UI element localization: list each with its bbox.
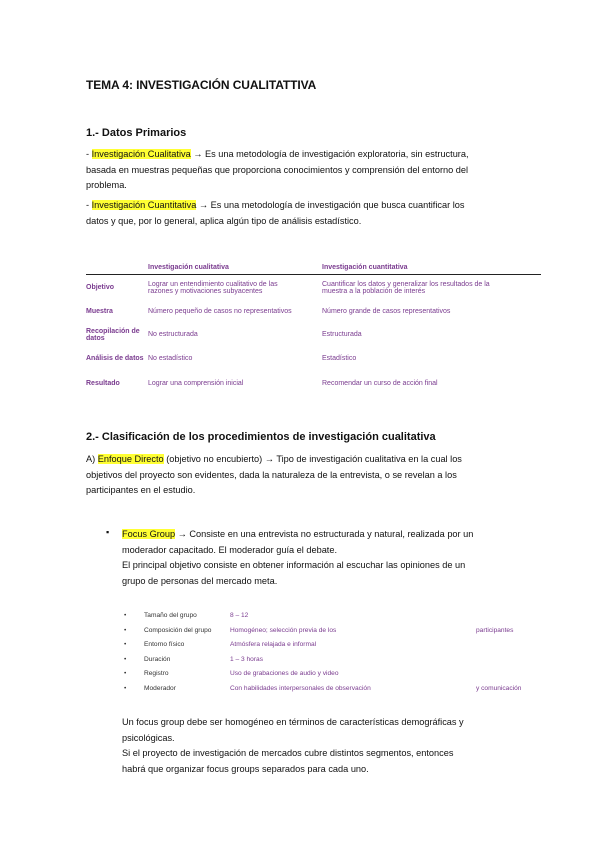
item-value: Con habilidades interpersonales de observación bbox=[230, 684, 371, 692]
table-header-row bbox=[86, 260, 541, 275]
bullet-icon: • bbox=[124, 655, 127, 663]
paragraph-line: habrá que organizar focus groups separados para cada uno. bbox=[122, 763, 369, 774]
row-label: Análisis de datos bbox=[86, 355, 144, 362]
cell-cualitativa: Lograr una comprensión inicial bbox=[148, 380, 244, 387]
list-item bbox=[124, 670, 544, 685]
cell-cuantitativa: Recomendar un curso de acción final bbox=[322, 380, 438, 387]
list-item bbox=[124, 627, 544, 642]
paragraph-line: Consiste en una entrevista no estructurada y natural, realizada por un bbox=[189, 529, 474, 539]
item-key: Registro bbox=[144, 670, 169, 677]
item-value: 1 – 3 horas bbox=[230, 655, 263, 663]
paragraph-line: (objetivo no encubierto) → Tipo de investigación cualitativa en la cual los bbox=[163, 454, 462, 464]
term-focus-group: Focus Group bbox=[122, 529, 176, 539]
table-header-cell bbox=[86, 260, 148, 275]
focus-group-characteristics-list bbox=[124, 612, 544, 699]
table-header-cell: Investigación cualitativa bbox=[148, 263, 229, 271]
comparison-table bbox=[86, 260, 541, 397]
definition-line: Es una metodología de investigación que busca cuantificar los bbox=[210, 200, 465, 210]
focus-group-closing-paragraph bbox=[122, 715, 522, 777]
paragraph-line: Si el proyecto de investigación de mercados cubre distintos segmentos, entonces bbox=[122, 748, 454, 758]
arrow-icon: → bbox=[175, 529, 190, 539]
item-value: Homogéneo; selección previa de los bbox=[230, 626, 337, 634]
definition-cualitativa bbox=[86, 147, 526, 194]
dash: - bbox=[86, 200, 92, 210]
item-key: Tamaño del grupo bbox=[144, 612, 197, 619]
cell-line: Lograr un entendimiento cualitativo de las bbox=[148, 280, 278, 288]
cell-cuantitativa: Estructurada bbox=[322, 331, 362, 338]
table-row bbox=[86, 275, 541, 301]
item-key: Duración bbox=[144, 655, 171, 663]
paragraph-line: objetivos del proyecto son evidentes, dada la naturaleza de la entrevista, o se revelan a los bbox=[86, 469, 457, 480]
list-item bbox=[124, 656, 544, 671]
item-value: Uso de grabaciones de audio y video bbox=[230, 670, 339, 677]
focus-group-paragraph bbox=[122, 527, 522, 589]
table-row bbox=[86, 323, 541, 347]
cell-cualitativa: Número pequeño de casos no representativos bbox=[148, 308, 292, 315]
list-item bbox=[124, 612, 544, 627]
cell-cualitativa bbox=[148, 275, 322, 301]
list-item bbox=[124, 641, 544, 656]
cell-line: razones y motivaciones subyacentes bbox=[148, 287, 263, 295]
bullet-icon: • bbox=[124, 612, 127, 619]
table-row bbox=[86, 301, 541, 323]
row-label: Recopilación de datos bbox=[86, 327, 140, 342]
paragraph-line: Un focus group debe ser homogéneo en términos de características demográficas y bbox=[122, 717, 464, 727]
bullet-icon: • bbox=[124, 684, 127, 692]
list-marker: A) bbox=[86, 454, 98, 464]
row-label: Muestra bbox=[86, 308, 113, 315]
term-enfoque-directo: Enfoque Directo bbox=[97, 454, 164, 464]
paragraph-line: grupo de personas del mercado meta. bbox=[122, 575, 278, 586]
cell-line: muestra a la población de interés bbox=[322, 287, 426, 295]
row-label: Objetivo bbox=[86, 284, 115, 292]
bullet-icon: • bbox=[124, 626, 127, 634]
bullet-icon: • bbox=[124, 641, 127, 648]
definition-line: datos y que, por lo general, aplica algún tipo de análisis estadístico. bbox=[86, 215, 362, 226]
section1-heading: 1.- Datos Primarios bbox=[86, 127, 187, 139]
definition-line: problema. bbox=[86, 180, 127, 190]
item-key: Moderador bbox=[144, 684, 176, 692]
definition-line: basada en muestras pequeñas que proporciona conocimientos y comprensión del entorno del bbox=[86, 164, 469, 175]
arrow-icon: → bbox=[190, 149, 205, 159]
item-key: Composición del grupo bbox=[144, 626, 212, 634]
table-row bbox=[86, 347, 541, 371]
table-row bbox=[86, 371, 541, 397]
enfoque-directo-paragraph bbox=[86, 452, 526, 499]
definition-line: Es una metodología de investigación exploratoria, sin estructura, bbox=[205, 149, 469, 159]
table-header-cell: Investigación cuantitativa bbox=[322, 263, 408, 271]
paragraph-line: psicológicas. bbox=[122, 732, 175, 743]
square-bullet-icon: ▪ bbox=[106, 527, 110, 537]
cell-cualitativa: No estructurada bbox=[148, 331, 198, 338]
cell-cuantitativa bbox=[322, 275, 541, 301]
term-cualitativa: Investigación Cualitativa bbox=[91, 149, 191, 159]
item-key: Entorno físico bbox=[144, 641, 185, 648]
item-value: Atmósfera relajada e informal bbox=[230, 641, 317, 648]
paragraph-line: moderador capacitado. El moderador guía el debate. bbox=[122, 544, 338, 555]
list-item bbox=[124, 685, 544, 700]
dash: - bbox=[86, 149, 92, 159]
definition-cuantitativa bbox=[86, 198, 526, 229]
cell-cuantitativa: Número grande de casos representativos bbox=[322, 308, 451, 315]
item-value-extra: y comunicación bbox=[476, 684, 522, 692]
bullet-icon: • bbox=[124, 670, 127, 677]
document-title: TEMA 4: INVESTIGACIÓN CUALITATTIVA bbox=[86, 78, 317, 92]
item-value-extra: participantes bbox=[476, 626, 514, 634]
cell-line: Cuantificar los datos y generalizar los resultados de la bbox=[322, 280, 490, 288]
section2-heading: 2.- Clasificación de los procedimientos de investigación cualitativa bbox=[86, 431, 436, 443]
cell-cuantitativa: Estadístico bbox=[322, 355, 357, 362]
arrow-icon: → bbox=[196, 200, 211, 210]
paragraph-line: participantes en el estudio. bbox=[86, 485, 196, 495]
item-value: 8 – 12 bbox=[230, 612, 249, 619]
paragraph-line: El principal objetivo consiste en obtener información al escuchar las opiniones de un bbox=[122, 560, 466, 570]
row-label: Resultado bbox=[86, 380, 120, 387]
cell-cualitativa: No estadístico bbox=[148, 355, 193, 362]
term-cuantitativa: Investigación Cuantitativa bbox=[91, 200, 197, 210]
